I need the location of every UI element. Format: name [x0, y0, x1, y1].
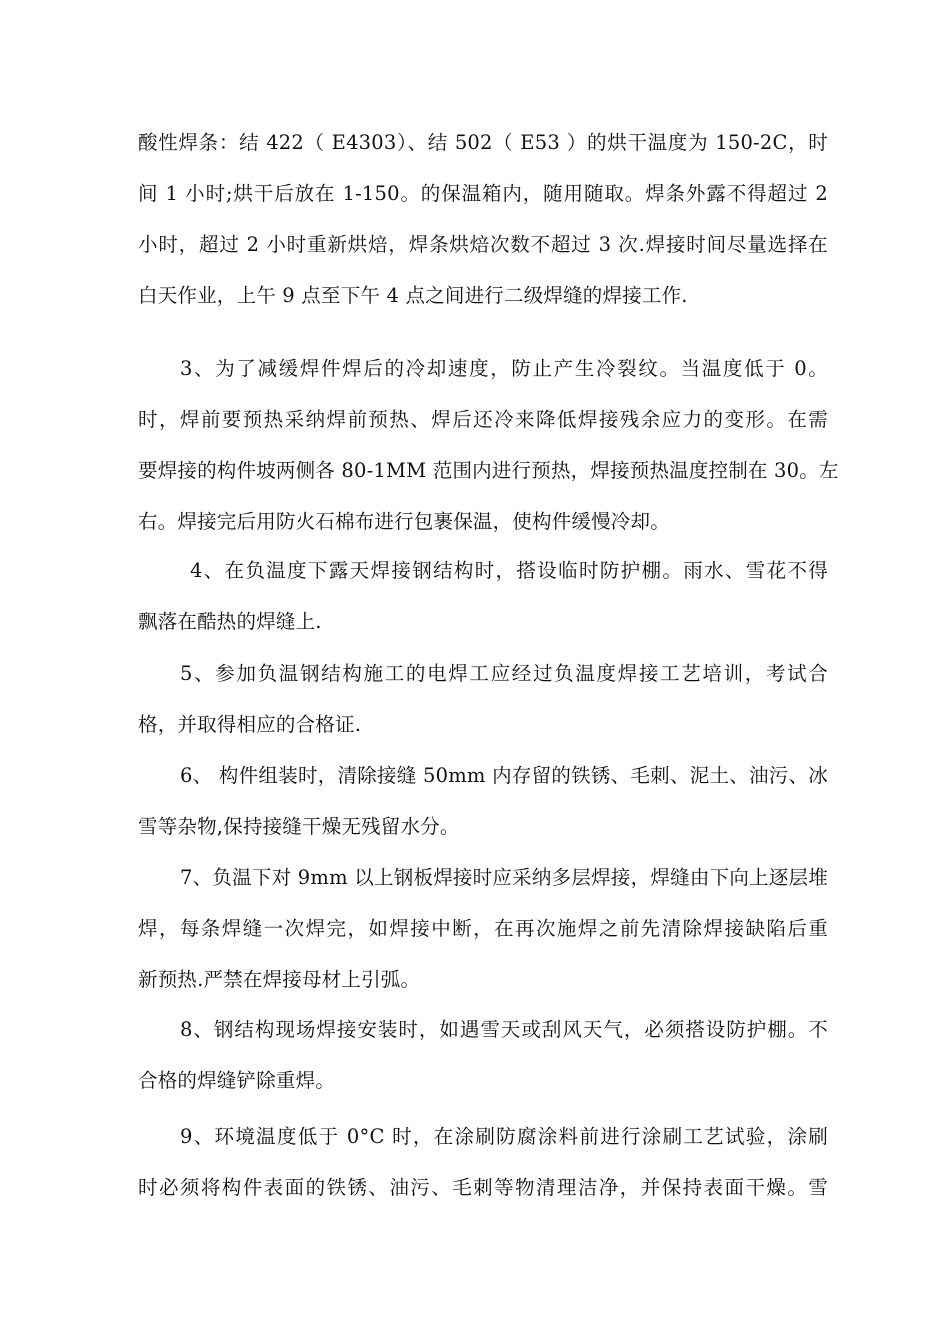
text-line: 要焊接的构件坡两侧各 80-1MM 范围内进行预热，焊接预热温度控制在 30。左: [138, 459, 839, 482]
paragraph-acid-electrode: [138, 117, 828, 321]
text-line: 右。焊接完后用防火石棉布进行包裹保温，使构件缓慢冷却。: [138, 510, 670, 533]
paragraph-item-4: [138, 545, 828, 647]
text-line: 格，并取得相应的合格证.: [138, 713, 362, 736]
text-line: 焊，每条焊缝一次焊完，如焊接中断，在再次施焊之前先清除焊接缺陷后重: [138, 917, 828, 940]
text-line: 白天作业，上午 9 点至下午 4 点之间进行二级焊缝的焊接工作.: [138, 284, 688, 307]
text-line: 9、环境温度低于 0°C 时，在涂刷防腐涂料前进行涂刷工艺试验，涂刷: [180, 1125, 828, 1148]
text-line: 雪等杂物,保持接缝干燥无残留水分。: [138, 815, 460, 838]
text-line: 合格的焊缝铲除重焊。: [138, 1069, 336, 1092]
text-line: 8、钢结构现场焊接安装时，如遇雪天或刮风天气，必须搭设防护棚。不: [180, 1018, 828, 1041]
text-line: 间 1 小时;烘干后放在 1-150。的保温箱内，随用随取。焊条外露不得超过 2: [138, 182, 828, 205]
paragraph-item-7: [138, 852, 828, 1005]
text-line: 酸性焊条：结 422（ E4303）、结 502（ E53 ）的烘干温度为 150-2C，时: [138, 131, 828, 154]
paragraph-item-6: [138, 750, 828, 852]
paragraph-item-9: [138, 1111, 828, 1213]
text-line: 时必须将构件表面的铁锈、油污、毛刺等物清理洁净，并保持表面干燥。雪: [138, 1176, 828, 1199]
paragraph-item-5: [138, 648, 828, 750]
text-line: 3、为了减缓焊件焊后的冷却速度，防止产生冷裂纹。当温度低于 0。: [180, 357, 828, 380]
text-line: 时，焊前要预热采纳焊前预热、焊后还冷来降低焊接残余应力的变形。在需: [138, 408, 828, 431]
text-line: 5、参加负温钢结构施工的电焊工应经过负温度焊接工艺培训，考试合: [180, 662, 828, 685]
text-line: 6、 构件组装时，清除接缝 50mm 内存留的铁锈、毛刺、泥土、油污、冰: [180, 764, 828, 787]
paragraph-item-3: [138, 343, 839, 547]
text-line: 小时，超过 2 小时重新烘焙，焊条烘焙次数不超过 3 次.焊接时间尽量选择在: [138, 233, 828, 256]
text-line: 飘落在酷热的焊缝上.: [138, 610, 322, 633]
text-line: 7、负温下对 9mm 以上钢板焊接时应采纳多层焊接，焊缝由下向上逐层堆: [180, 866, 828, 889]
text-line: 4、在负温度下露天焊接钢结构时，搭设临时防护棚。雨水、雪花不得: [190, 559, 828, 582]
paragraph-item-8: [138, 1004, 828, 1106]
text-line: 新预热.严禁在焊接母材上引弧。: [138, 968, 421, 991]
